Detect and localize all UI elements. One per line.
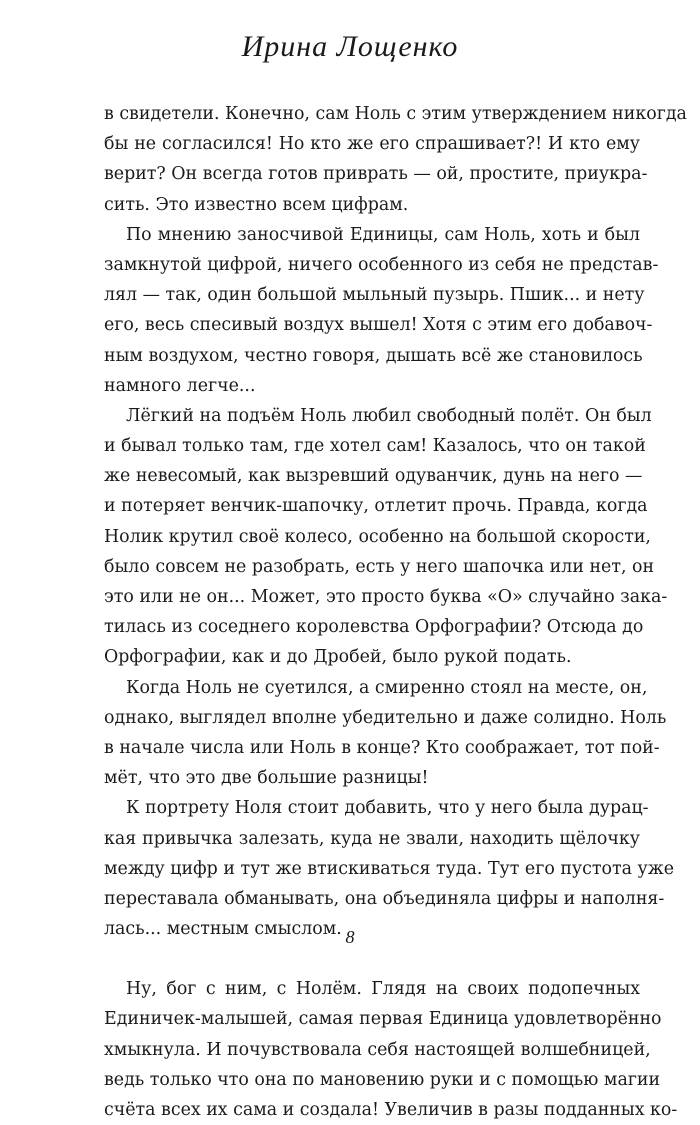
paragraph — [104, 99, 687, 220]
paragraph — [104, 974, 678, 1125]
text-line: По мнению заносчивой Единицы, сам Ноль, хоть и был — [126, 224, 640, 245]
text-line: это или не он... Может, это просто буква «О» случайно зака- — [104, 587, 668, 607]
text-line: сить. Это известно всем цифрам. — [104, 194, 409, 215]
running-head-author: Ирина Лощенко — [241, 30, 459, 63]
text-line: мёт, что это две большие разницы! — [104, 768, 429, 789]
text-line: между цифр и тут же втискиваться туда. Тут его пустота уже — [104, 858, 675, 879]
text-line: в начале числа или Ноль в конце? Кто соображает, тот пой- — [104, 737, 660, 758]
text-line: кая привычка залезать, куда не звали, находить щёлочку — [104, 828, 640, 849]
text-line: и потеряет венчик-шапочку, отлетит прочь. Правда, когда — [104, 496, 648, 517]
text-line: и бывал только там, где хотел сам! Казалось, что он такой — [104, 436, 646, 457]
text-line: Лёгкий на подъём Ноль любил свободный полёт. Он был — [126, 405, 652, 426]
body-text — [104, 99, 687, 1125]
paragraph — [104, 401, 668, 673]
text-line: же невесомый, как вызревший одуванчик, дунь на него — — [104, 466, 643, 487]
text-line: Орфографии, как и до Дробей, было рукой подать. — [104, 647, 572, 668]
text-line: переставала обманывать, она объединяла цифры и наполня- — [104, 888, 665, 909]
text-line: Когда Ноль не суетился, а смиренно стоял на месте, он, — [126, 677, 648, 698]
text-line: Нолик крутил своё колесо, особенно на большой скорости, — [104, 526, 651, 547]
paragraph — [104, 220, 659, 401]
text-line: ведь только что она по мановению руки и с помощью магии — [104, 1069, 661, 1090]
text-line: замкнутой цифрой, ничего особенного из себя не представ- — [104, 254, 659, 275]
text-line: ным воздухом, честно говоря, дышать всё же становилось — [104, 345, 643, 366]
text-line: намного легче... — [104, 375, 256, 396]
page-number: 8 — [345, 927, 355, 947]
text-line: хмыкнула. И почувствовала себя настоящей волшебницей, — [104, 1039, 651, 1060]
text-line: однако, выглядел вполне убедительно и даже солидно. Ноль — [104, 707, 667, 728]
text-line: было совсем не разобрать, есть у него шапочка или нет, он — [104, 556, 655, 577]
paragraph — [104, 673, 667, 794]
text-line: верит? Он всегда готов приврать — ой, простите, приукра- — [104, 164, 648, 185]
section-break — [104, 944, 640, 974]
text-line: Единичек-малышей, самая первая Единица удовлетворённо — [104, 1009, 662, 1030]
text-line: К портрету Ноля стоит добавить, что у него была дурац- — [126, 798, 649, 819]
text-line: бы не согласился! Но кто же его спрашивает?! И кто ему — [104, 134, 640, 155]
text-line: счёта всех их сама и создала! Увеличив в разы подданных ко- — [104, 1100, 678, 1120]
text-line: лял — так, один большой мыльный пузырь. Пшик... и нету — [104, 285, 645, 306]
text-line: Ну, бог с ним, с Нолём. Глядя на своих подопечных — [126, 979, 640, 1000]
text-line: его, весь спесивый воздух вышел! Хотя с этим его добавоч- — [104, 315, 653, 336]
paragraph — [104, 793, 675, 944]
text-line: в свидетели. Конечно, сам Ноль с этим утверждением никогда — [104, 104, 687, 124]
text-line: тилась из соседнего королевства Орфографии? Отсюда до — [104, 617, 644, 638]
text-line: лась... местным смыслом. — [104, 919, 342, 940]
